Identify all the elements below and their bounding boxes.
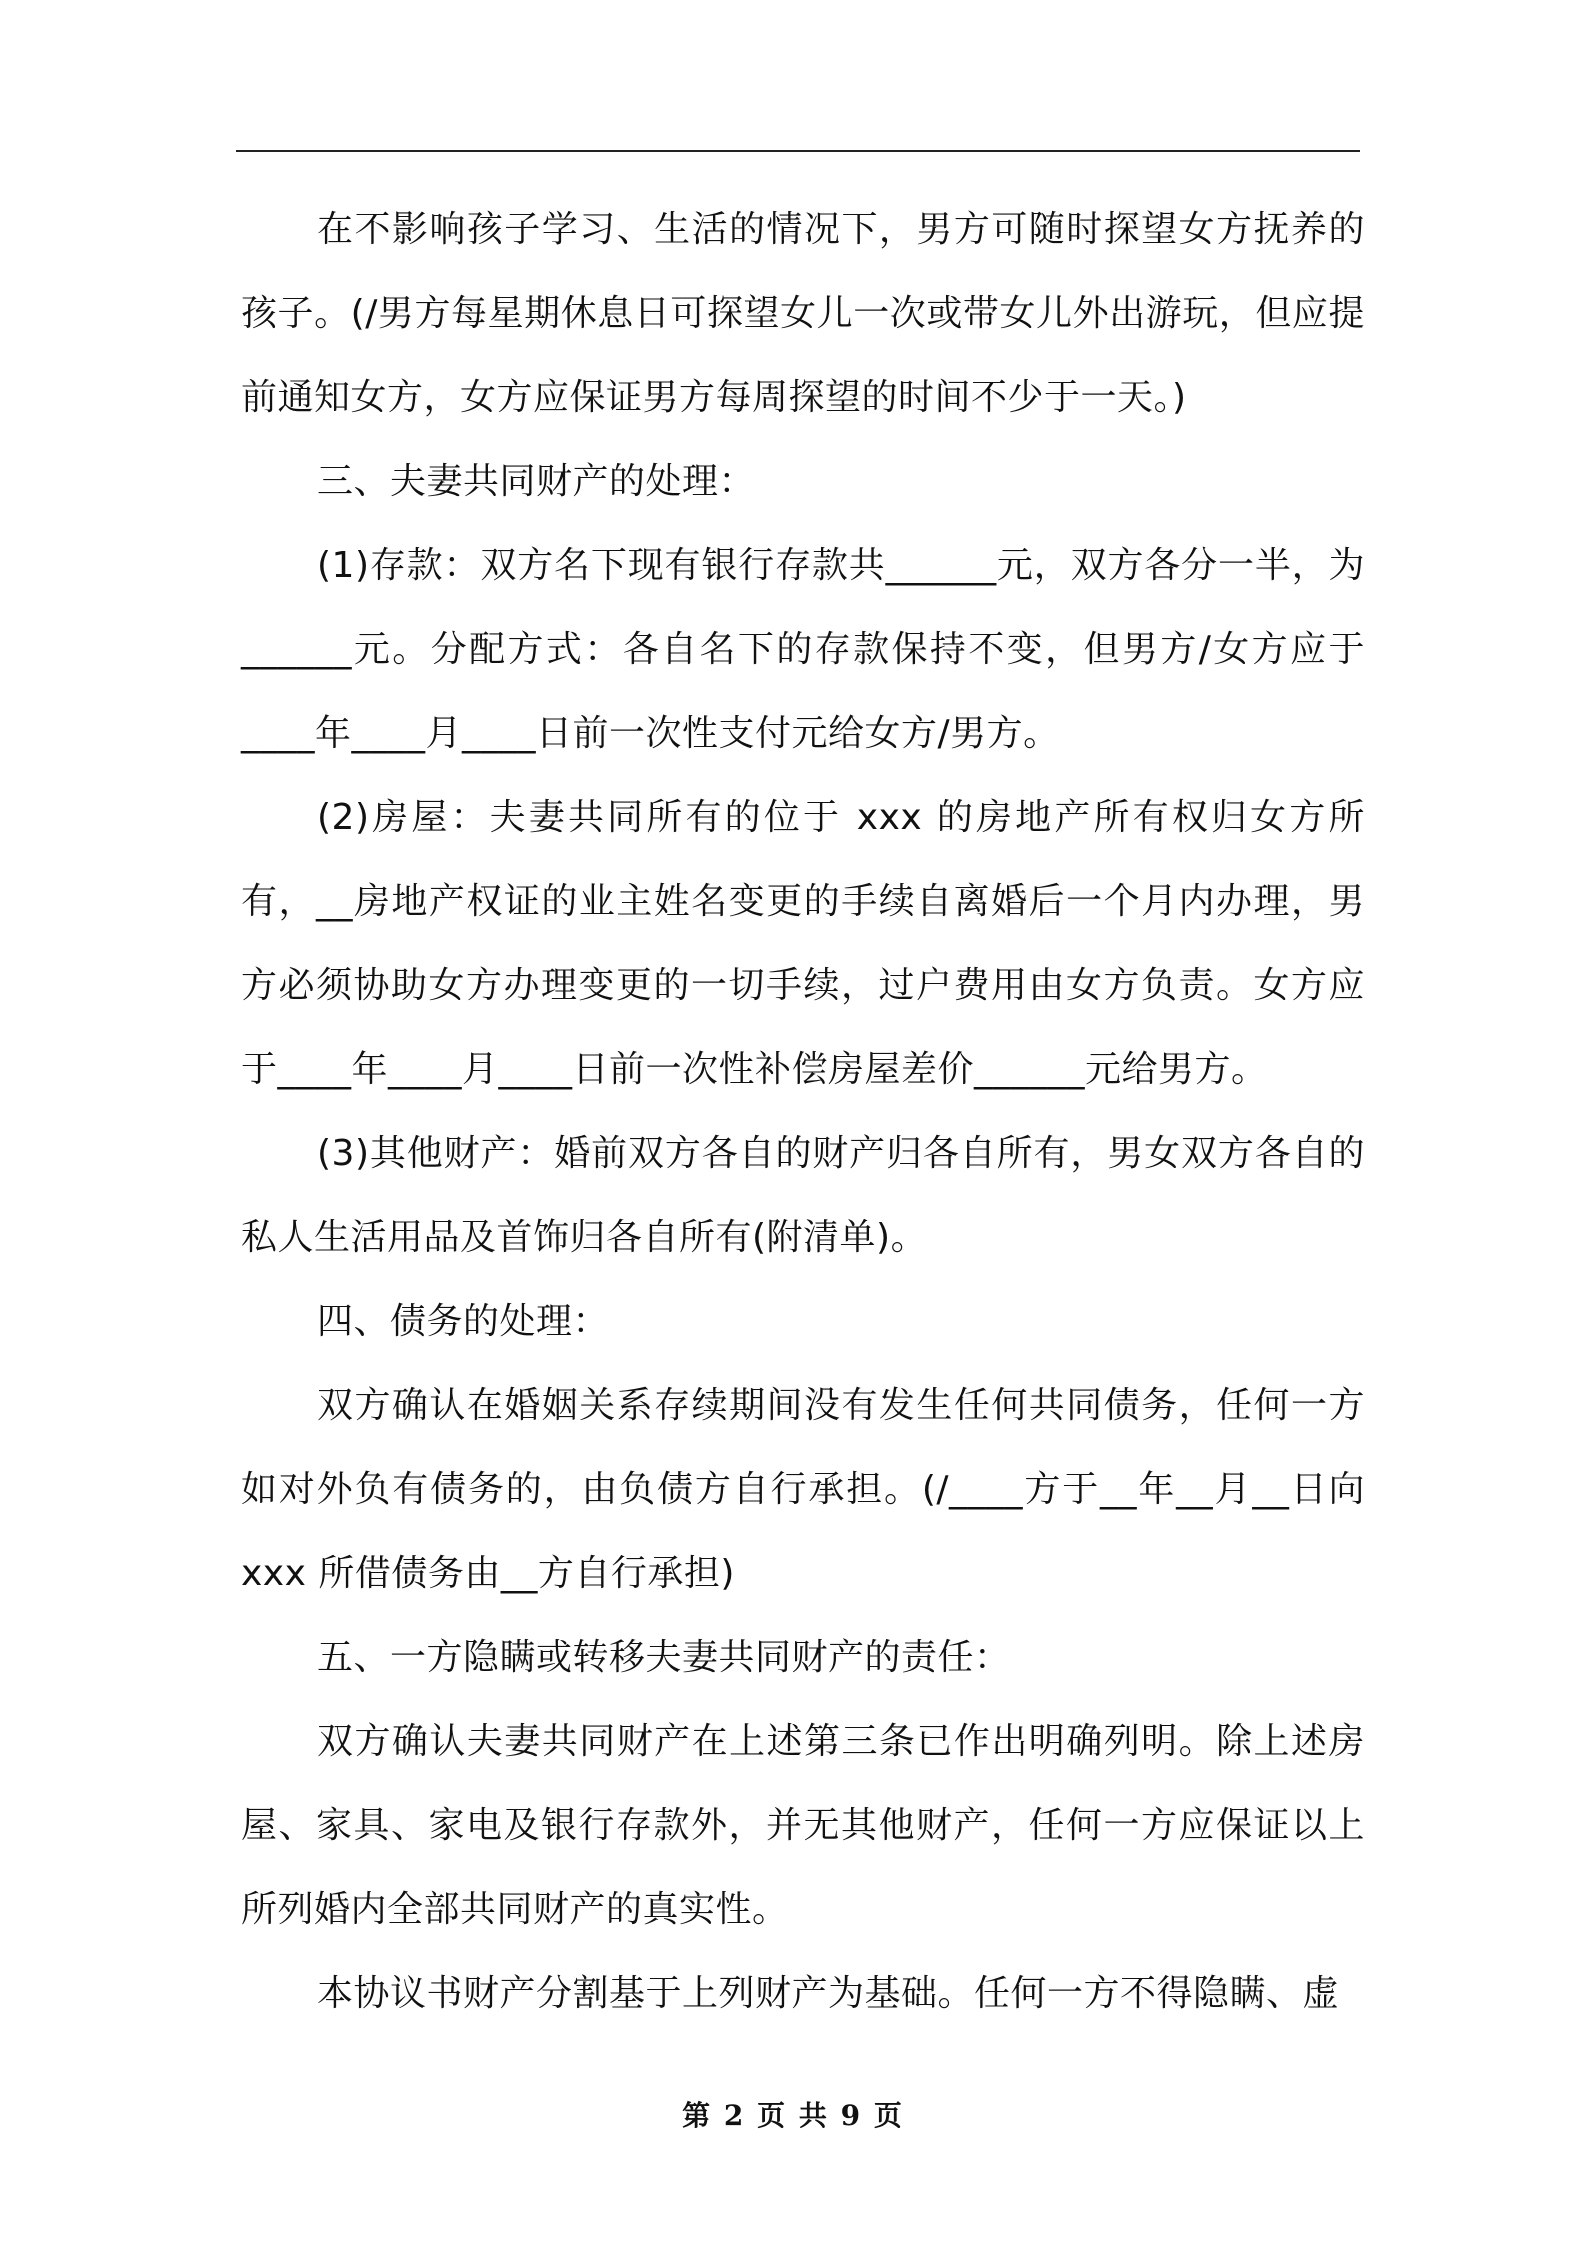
- heading-section-five: 五、一方隐瞒或转移夫妻共同财产的责任：: [317, 1637, 1011, 1678]
- paragraph-debts: 双方确认在婚姻关系存续期间没有发生任何共同债务，任何一方如对外负有债务的，由负债方自行承担。(/____方于__年__月__日向 xxx 所借债务由__方自行承担): [241, 1385, 1377, 1594]
- paragraph-visitation: 在不影响孩子学习、生活的情况下，男方可随时探望女方抚养的孩子。(/男方每星期休息日可探望女儿一次或带女儿外出游玩，但应提前通知女方，女方应保证男方每周探望的时间不少于一天。): [241, 209, 1365, 418]
- paragraph-property-confirmation: 双方确认夫妻共同财产在上述第三条已作出明确列明。除上述房屋、家具、家电及银行存款外，并无其他财产，任何一方应保证以上所列婚内全部共同财产的真实性。: [241, 1721, 1365, 1930]
- paragraph-division-basis: 本协议书财产分割基于上列财产为基础。任何一方不得隐瞒、虚: [317, 1973, 1340, 2014]
- document-body: [241, 188, 1377, 2036]
- header-rule: [236, 150, 1360, 152]
- heading-section-three: 三、夫妻共同财产的处理：: [317, 461, 756, 502]
- page-number: 第 2 页 共 9 页: [682, 2099, 904, 2132]
- paragraph-deposits: (1)存款：双方名下现有银行存款共______元，双方各分一半，为______元。分配方式：各自名下的存款保持不变，但男方/女方应于____年____月____日前一次性支付元给女方/男方。: [241, 545, 1365, 754]
- paragraph-other-property: (3)其他财产：婚前双方各自的财产归各自所有，男女双方各自的私人生活用品及首饰归各自所有(附清单)。: [241, 1133, 1365, 1258]
- heading-section-four: 四、债务的处理：: [317, 1301, 610, 1342]
- paragraph-house: (2)房屋：夫妻共同所有的位于 xxx 的房地产所有权归女方所有，__房地产权证的业主姓名变更的手续自离婚后一个月内办理，男方必须协助女方办理变更的一切手续，过户费用由女方负责。女方应于____年____月____日前一次性补偿房屋差价______元给男方。: [241, 797, 1365, 1090]
